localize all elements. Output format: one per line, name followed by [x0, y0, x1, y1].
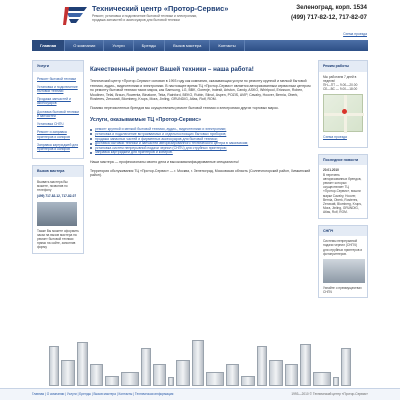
washer-image — [90, 364, 103, 386]
list-item[interactable]: продажа запасных частей и фирменных аксессуаров для бытовой техники; — [90, 137, 312, 142]
tv-image — [121, 372, 139, 386]
site-subtitle-line: продажа запчастей и аксессуаров для бытовой техники — [92, 18, 180, 23]
right-sidebar — [318, 60, 368, 304]
site-subtitle-line: Ремонт, установка и подключение бытовой техники и электроники, — [92, 14, 198, 18]
footer — [0, 388, 400, 400]
stove-image — [61, 360, 75, 386]
hours-weekdays: ПН—ПТ — 9.00—20.00 — [323, 83, 358, 88]
sidebar-link-snpch[interactable]: Установка СНПЧ — [37, 122, 64, 127]
snpch-text: Системы непрерывной подачи чернил (СНПЧ) для струйных принтеров и фотопринтеров. — [323, 239, 363, 256]
snpch-more[interactable]: Узнайте о преимуществах СНПЧ — [323, 286, 362, 295]
hours-title: Режим работы — [319, 61, 367, 72]
washer-image — [285, 364, 298, 386]
tv-image — [313, 372, 331, 386]
fridge-image — [341, 348, 351, 386]
call-master-title: Вызов мастера — [33, 166, 83, 177]
services-box-title: Услуги — [33, 61, 83, 72]
nav-item-services[interactable]: Услуги — [104, 40, 133, 51]
list-item[interactable]: установка систем непрерывной подачи чернил (СНПЧ) для струйных принтеров; — [90, 146, 312, 151]
territory-paragraph: Территория обслуживания ТЦ «Протор-Сервис» — г. Москва, г. Зеленоград, Московская область (Солнечногорский район, Химкинский район). — [90, 168, 311, 178]
washer-image — [153, 364, 166, 386]
appliance-strip — [0, 338, 400, 386]
list-item[interactable]: доставка бытовой техники и запчастей авторизированного технического центра в заказчикам; — [90, 141, 312, 146]
services-heading: Услуги, оказываемые ТЦ «Протор-Сервис» — [90, 116, 201, 123]
news-date: 20.01.2010 — [323, 168, 339, 173]
masters-paragraph: Наши мастера — профессионалы своего дела и высококвалифицированные специалисты! — [90, 159, 239, 164]
call-master-text: Вызвать мастера Вы можете, позвонив по телефону — [37, 179, 68, 193]
services-box — [32, 60, 84, 159]
news-text: В перечень авторизованных брендов, ремонт которых осуществляет ТЦ «Протор-Сервис», вошли марки Cavalry, Hoover, Bernia, Oberk, Rosteres, Zerowatt, Blomberg, Krups, Mora, Jinling, GRUNDIG, Atlas, Rolf, ROM. — [323, 172, 362, 215]
header-scheme-link[interactable]: Схема проезда — [343, 32, 367, 36]
fridge-image — [192, 340, 204, 386]
news-box — [318, 154, 368, 219]
nav-item-call-master[interactable]: Вызов мастера — [165, 40, 210, 51]
main-content — [90, 66, 312, 182]
company-logo-icon[interactable] — [63, 3, 89, 27]
tv-image — [206, 372, 224, 386]
footer-copyright: 1993—2010 © Технический центр «Протор-Сервис» — [291, 392, 368, 396]
snpch-box — [318, 225, 368, 299]
sidebar-link-cartridges[interactable]: Заправка картриджей для принтеров и копиров — [37, 142, 79, 151]
microwave-image — [105, 376, 119, 386]
fridge-image — [257, 346, 267, 386]
hours-box — [318, 60, 368, 148]
footer-links[interactable]: Главная | О компании | Услуги | Бренды | Вызов мастера | Контакты | Техническая информация — [32, 392, 174, 396]
main-nav — [32, 40, 368, 51]
fridge-image — [141, 348, 151, 386]
hours-intro: Мы работаем 7 дней в неделю! — [323, 74, 357, 83]
nav-item-brands[interactable]: Бренды — [134, 40, 166, 51]
snpch-title: СНПЧ — [319, 226, 367, 237]
list-item[interactable]: установка и подключение встраиваемых и отдельностоящих бытовых приборов; — [90, 132, 312, 137]
stove-image — [176, 360, 190, 386]
sidebar-link-parts[interactable]: Продажа запчастей и аксессуаров — [37, 97, 71, 106]
list-item[interactable]: заправка картриджей для принтеров и копиров. — [90, 150, 312, 155]
call-master-phone: (499) 717-82-12, 717-82-07 — [37, 194, 77, 199]
location-map[interactable] — [323, 94, 363, 132]
sidebar-link-delivery[interactable]: Доставка бытовой техники и запчастей — [37, 109, 79, 118]
microwave-image — [241, 376, 255, 386]
left-sidebar — [32, 60, 84, 260]
fridge-image — [49, 346, 59, 386]
fridge-image — [300, 344, 311, 386]
brands-paragraph: Помимо перечисленных брендов мы осуществляем ремонт бытовой техники и электроники других торговых марок. — [90, 106, 279, 111]
snpch-printer-image — [323, 259, 365, 283]
call-master-extra: Также Вы можете оформить заказ на вызов мастера на ремонт бытовой техники прямо на сайте, заполнив форму — [37, 228, 79, 250]
nav-item-home[interactable]: Главная — [32, 40, 65, 51]
washer-image — [226, 364, 239, 386]
news-title: Последние новости — [319, 155, 367, 166]
stove-image — [269, 360, 283, 386]
site-title: Технический центр «Протор-Сервис» — [92, 4, 229, 13]
call-master-box — [32, 165, 84, 254]
nav-item-contacts[interactable]: Контакты — [210, 40, 244, 51]
site-subtitle — [92, 14, 232, 23]
intro-paragraph: Технический центр «Протор-Сервис» основан в 1993 году как компания, оказывающая услуги по ремонту крупной и мелкой бытовой техники, аудио-, видеотехники и электроники. В настоящее время ТЦ «Протор-Сервис» является авторизованным сервисным центром по ремонту бытовой техники таких марок, как Samsung, LG, BBK, Gorenje, Indesit, Ariston, Candy, ASKO, Whirlpool, Ericsson, Roben, Moulinex, Tefal, Braun, Rowenta, Binatone, Teka, Rainford, BEKO, Rubin, Stinol, Aspen, POZIS, AVIP, Cavalry, Hoover, Bernia, Oberk, Rosteres, Zerowatt, Blomberg, Krups, Mora, Jinling, GRUNDIG, Atlas, Rolf, ROM. — [90, 79, 311, 102]
header-address: Зеленоград, корп. 1534 — [296, 4, 367, 11]
kettle-image — [168, 377, 174, 386]
hours-weekend: СБ—ВС — 9.00—18.00 — [323, 87, 358, 92]
sidebar-link-install[interactable]: Установка и подключение бытовой техники — [37, 84, 78, 94]
fridge-image — [77, 342, 88, 386]
kettle-image — [333, 377, 339, 386]
nav-item-about[interactable]: О компании — [65, 40, 104, 51]
right-scheme-link[interactable]: Схема проезда — [323, 135, 347, 140]
page-title: Качественный ремонт Вашей техники – наша работа! — [90, 66, 254, 73]
sidebar-link-printers[interactable]: Ремонт и заправка принтеров и копиров — [37, 130, 70, 139]
sidebar-link-repair[interactable]: Ремонт бытовой техники — [37, 76, 77, 81]
header-phone: (499) 717-82-12, 717-82-07 — [290, 14, 367, 21]
list-item[interactable]: ремонт крупной и мелкой бытовой техники, аудио-, видеотехники и электроники; — [90, 127, 312, 132]
header — [0, 0, 400, 40]
services-list — [90, 127, 312, 155]
master-photo — [37, 202, 77, 226]
